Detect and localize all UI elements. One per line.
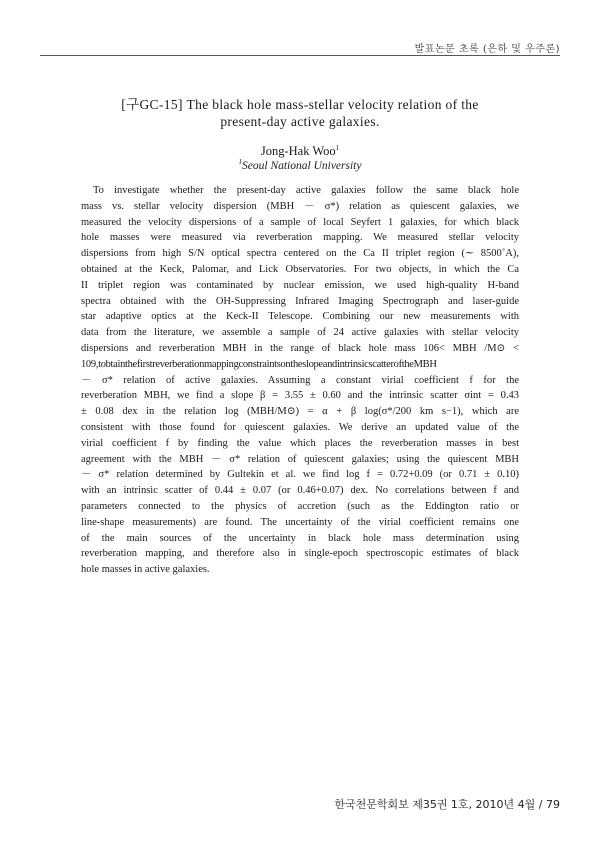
paper-title-line-1: [구GC-15] The black hole mass-stellar velocity relation of the: [121, 97, 479, 112]
abstract-line: measured the velocity dispersions of a sample of local Seyfert 1 galaxies, for which black: [81, 216, 519, 228]
abstract-line: hole masses in active galaxies.: [81, 564, 210, 576]
abstract-line: consistent with those found for quiescent galaxies. We derive an updated value of the: [81, 421, 519, 433]
author-name: Jong-Hak Woo: [260, 144, 336, 158]
abstract-line: spectra obtained with the OH-Suppressing Infrared Imaging Spectrograph and laser-guide: [81, 295, 519, 307]
abstract-line: star adaptive optics at the Keck-II Telescope. Combining our new measurements with: [81, 311, 519, 323]
abstract-line: － σ* relation of active galaxies. Assuming a constant virial coefficient f for the: [81, 374, 519, 386]
author-line: [150, 144, 450, 159]
affiliation-marker: 1: [238, 158, 243, 167]
page-header: [40, 28, 560, 58]
abstract-line: 109,tobtainthefirstreverberationmappingconstraintsontheslopeandintrinsicscatteroftheMBH: [81, 358, 437, 370]
abstract-line: － σ* relation determined by Gultekin et al. we find log f = 0.72+0.09 (or 0.71 ± 0.10): [81, 469, 519, 481]
author-block: [150, 144, 450, 174]
paper-title-line-2: present-day active galaxies.: [220, 114, 380, 129]
abstract-line: dispersions and reverberation MBH in the range of black hole mass 106< MBH /M⊙ <: [81, 342, 519, 354]
abstract-line: line-shape measurements) are found. The uncertainty of the virial coefficient remains one: [81, 516, 519, 528]
abstract-body: [81, 183, 519, 578]
abstract-line: reverberation mapping, and therefore also in single-epoch spectroscopic estimates of black: [81, 548, 519, 560]
abstract-line: of the main sources of the uncertainty in black hole mass determination using: [81, 532, 519, 544]
abstract-line: hole masses were measured via reverberation mapping. We measured stellar velocity: [81, 232, 519, 244]
page-footer: 한국천문학회보 제35권 1호, 2010년 4월 / 79: [334, 798, 560, 811]
abstract-line: virial coefficient f by finding the value which places the reverberation masses in best: [81, 437, 519, 449]
running-head: 발표논문 초록 (은하 및 우주론): [414, 44, 560, 55]
header-rule: [40, 55, 560, 56]
abstract-line: agreement with the MBH － σ* relation of quiescent galaxies; using the quiescent MBH: [81, 453, 519, 465]
paper-title: [80, 96, 520, 130]
abstract-line: ± 0.08 dex in the relation log (MBH/M⊙) = α + β log(σ*/200 km s−1), which are: [81, 406, 519, 418]
abstract-line: parameters connected to the physics of accretion (such as the Eddington ratio or: [81, 500, 519, 512]
abstract-line: II triplet region was contaminated by nuclear emission, we used high-quality H-band: [81, 279, 519, 291]
abstract-line: reverberation MBH, we find a slope β = 3.55 ± 0.60 and the intrinsic scatter σint = 0.43: [81, 390, 519, 402]
abstract-line: with an intrinsic scatter of 0.44 ± 0.07 (or 0.46+0.07) dex. No correlations between f and: [81, 485, 519, 497]
author-affiliation-marker: 1: [335, 143, 340, 152]
abstract-line: obtained at the Keck, Palomar, and Lick Observatories. For two objects, in which the Ca: [81, 263, 519, 275]
affiliation-line: [150, 159, 450, 174]
abstract-line: To investigate whether the present-day active galaxies follow the same black hole: [93, 185, 519, 196]
affiliation-name: Seoul National University: [242, 160, 362, 172]
abstract-line: mass vs. stellar velocity dispersion (MBH － σ*) relation as quiescent galaxies, we: [81, 200, 519, 212]
abstract-line: dispersions from high S/N optical spectra centered on the Ca II triplet region (∼ 8500˚A),: [81, 248, 519, 260]
abstract-line: data from the literature, we assemble a sample of 24 active galaxies with stellar velocity: [81, 327, 519, 339]
